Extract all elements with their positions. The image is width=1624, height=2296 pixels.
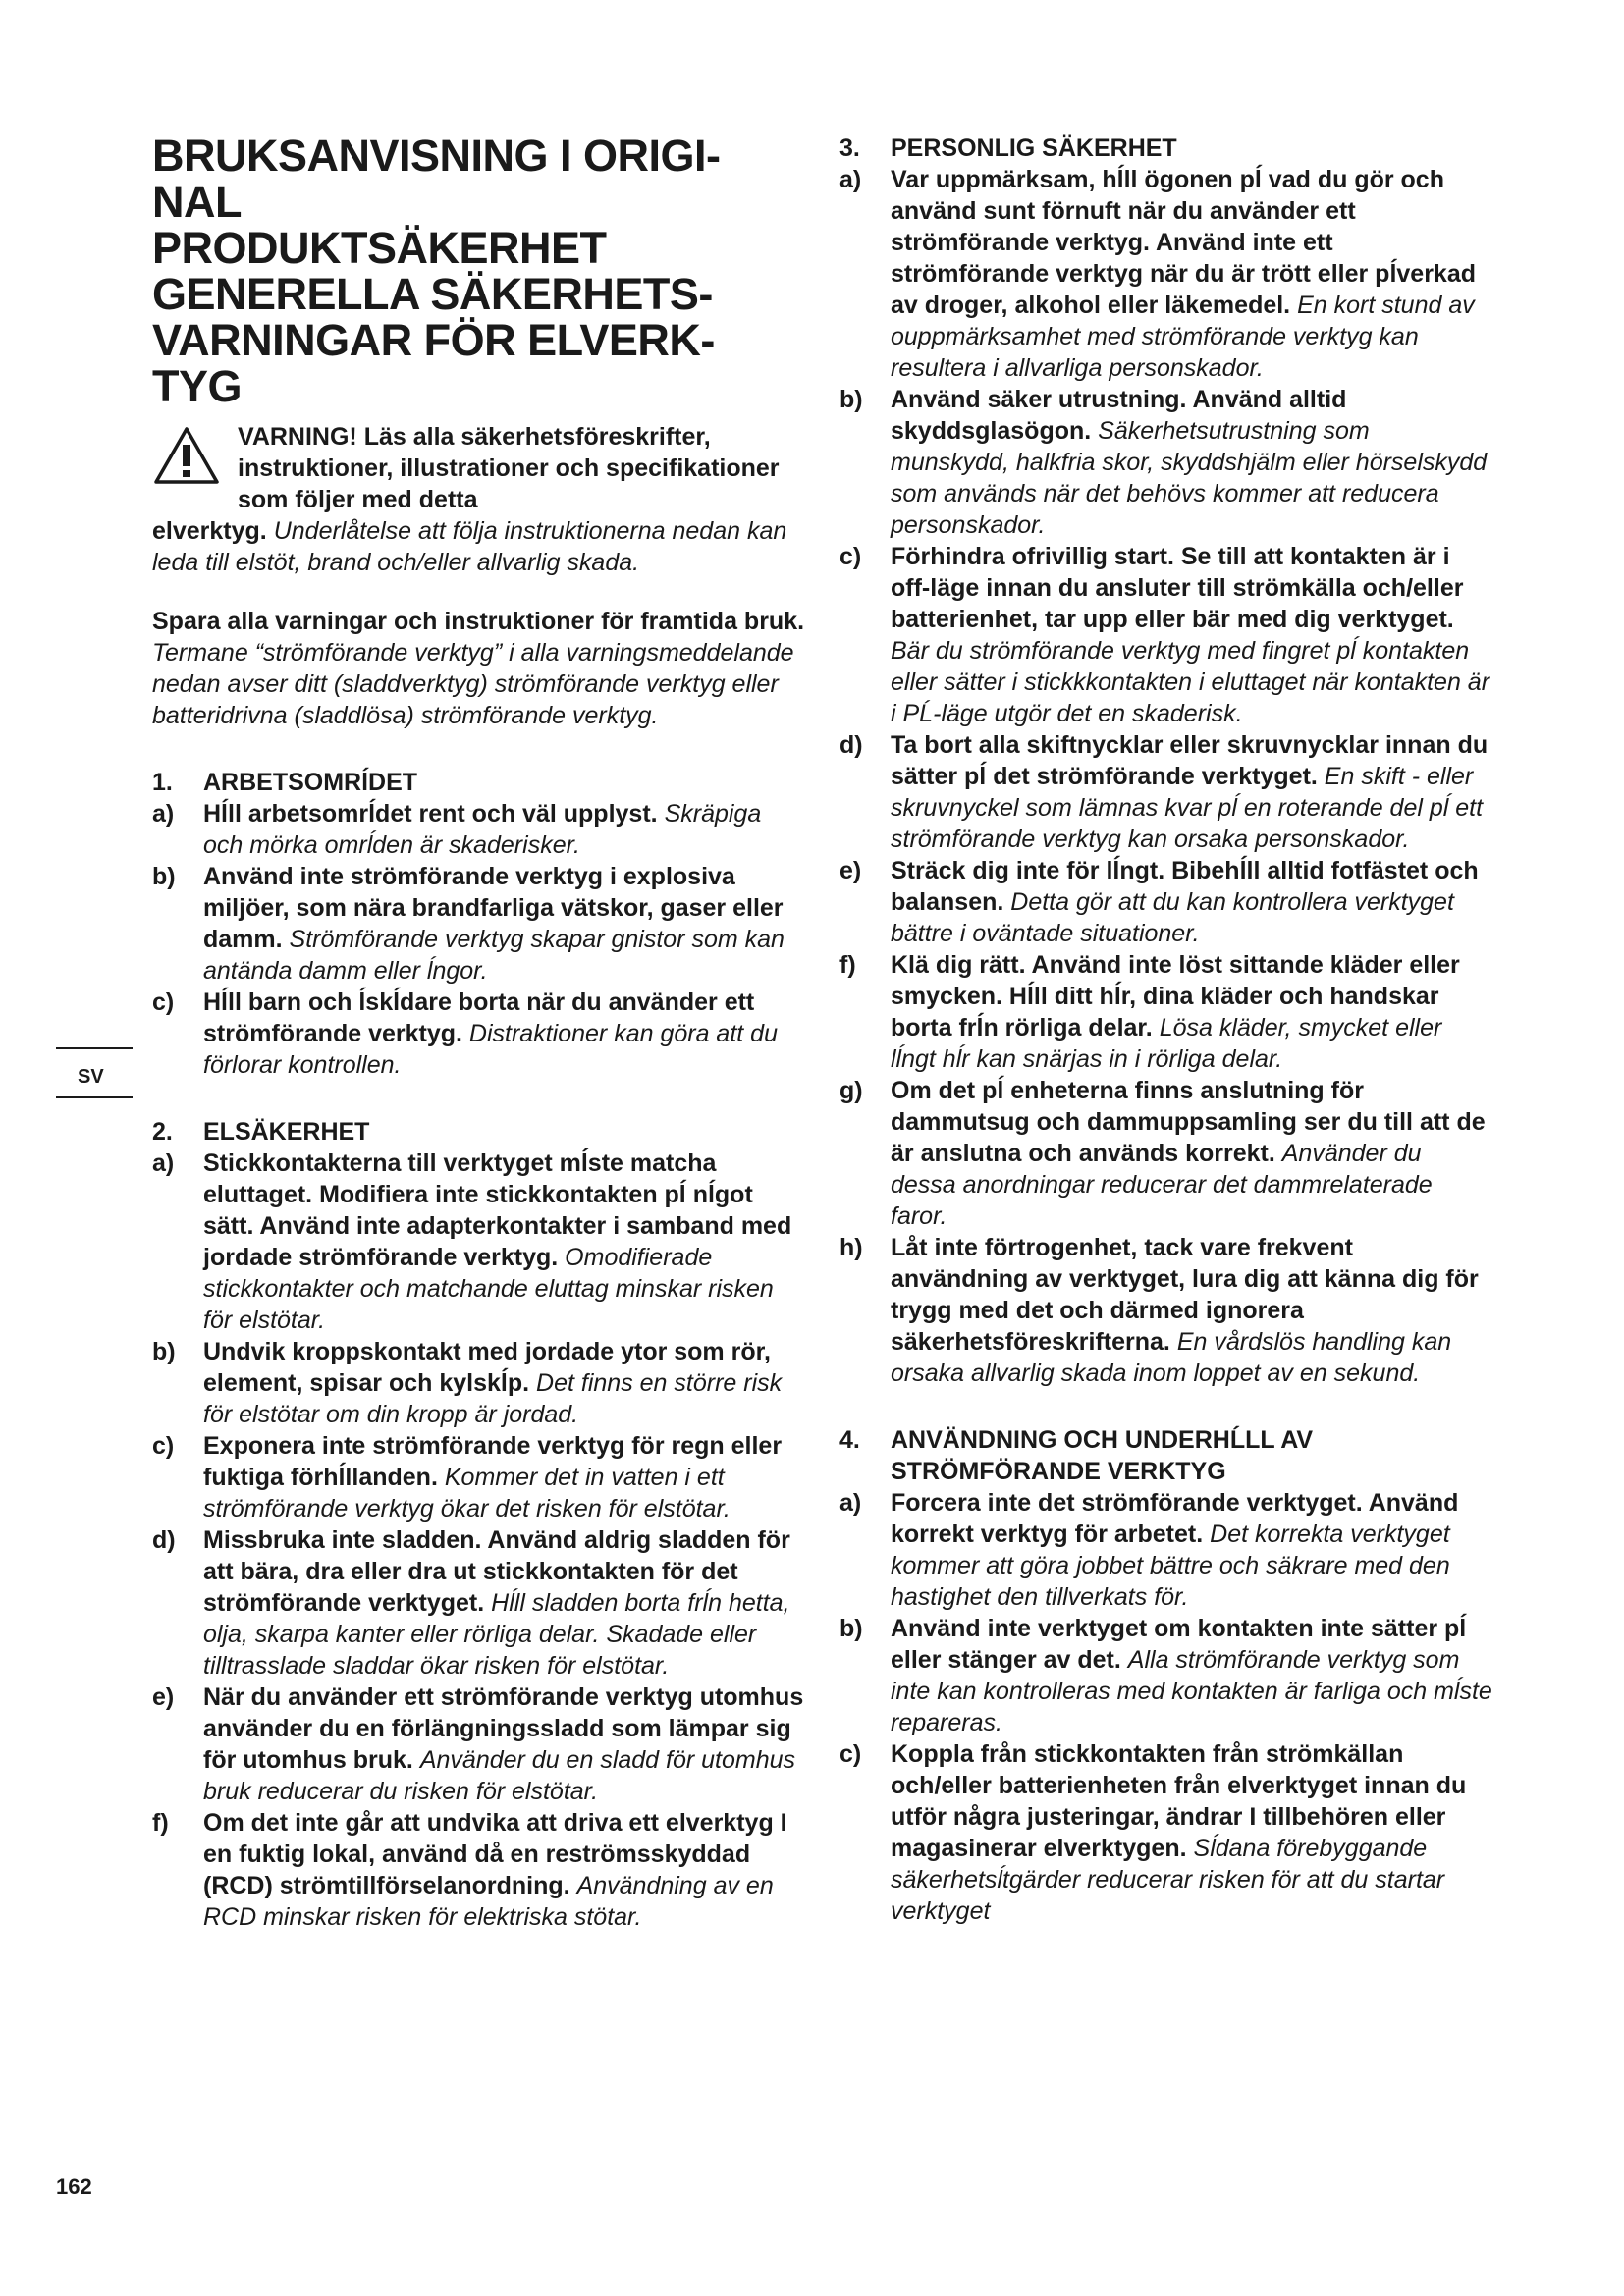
item-bold: Låt inte förtrogenhet, tack vare frekvent användning av verktyget, lura dig att känna dig för trygg med det och därmed ignorera säkerhetsföreskrifterna. <box>891 1234 1479 1356</box>
item-italic: En vårdslös handling kan orsaka allvarlig skada inom loppet av en sekund. <box>891 1328 1452 1387</box>
item-italic: Omodifierade stickkontakter och matchande eluttag minskar risken för elstötar. <box>203 1244 774 1334</box>
list-item <box>839 1738 1492 1927</box>
section-title: ELSÄKERHET <box>203 1118 370 1146</box>
item-letter: d) <box>152 1526 176 1554</box>
warning-tail-bold: elverktyg. <box>152 517 267 545</box>
list-item <box>839 729 1492 855</box>
item-bold: Förhindra ofrivillig start. Se till att kontakten är i off-läge innan du ansluter till strömkälla och/eller batterienhet, tar upp eller bär med dig verktyget. <box>891 543 1464 633</box>
item-letter: g) <box>839 1077 863 1104</box>
item-bold: Exponera inte strömförande verktyg för regn eller fuktiga förhĺllanden. <box>203 1432 783 1491</box>
item-italic: En skift - eller skruvnyckel som lämnas kvar pĺ en roterande del pĺ ett strömförande verktyg kan orsaka personskador. <box>891 763 1484 853</box>
section-number: 1. <box>152 769 173 796</box>
item-bold: Klä dig rätt. Använd inte löst sittande kläder eller smycken. Hĺll ditt hĺr, dina kläder och handskar borta frĺn rörliga delar. <box>891 951 1460 1041</box>
section-number: 4. <box>839 1426 860 1454</box>
item-letter: a) <box>839 166 862 193</box>
section-personal-safety <box>839 133 1492 1389</box>
title-line: PRODUKTSÄKERHET <box>152 223 607 273</box>
item-italic: Använder du dessa anordningar reducerar det dammrelaterade faror. <box>891 1140 1433 1230</box>
item-italic: Distraktioner kan göra att du förlorar kontrollen. <box>203 1020 778 1079</box>
section-number: 3. <box>839 134 860 162</box>
save-instructions-italic: Termane “strömförande verktyg” i alla varningsmeddelande nedan avser ditt (sladdverktyg) strömförande verktyg eller batteridrivna (sladdlösa) strömförande verktyg. <box>152 639 794 729</box>
warning-tail <box>152 515 805 578</box>
item-letter: a) <box>839 1489 862 1517</box>
item-italic: Kommer det in vatten i ett strömförande verktyg ökar det risken för elstötar. <box>203 1464 731 1522</box>
item-bold: Koppla från stickkontakten från strömkällan och/eller batterienheten från elverktyget innan du utför några justeringar, ändrar I tillbehören eller magasinerar elverktygen. <box>891 1740 1467 1862</box>
item-italic: Bär du strömförande verktyg med fingret pĺ kontakten eller sätter i stickkkontakten i eluttaget när kontakten är i PĹ-läge utgör det en skaderisk. <box>891 637 1490 727</box>
item-italic: Lösa kläder, smycket eller lĺngt hĺr kan snärjas in i rörliga delar. <box>891 1014 1442 1073</box>
list-item <box>839 1075 1492 1232</box>
page-number: 162 <box>56 2174 92 2199</box>
item-bold: Missbruka inte sladden. Använd aldrig sladden för att bära, dra eller dra ut stickkontakten för det strömförande verktyget. <box>203 1526 790 1617</box>
document-title <box>152 133 805 409</box>
item-letter: f) <box>839 951 856 979</box>
list-item <box>839 1613 1492 1738</box>
list-item <box>839 1487 1492 1613</box>
language-label: SV <box>78 1066 104 1088</box>
item-italic: Användning av en RCD minskar risken för elektriska stötar. <box>203 1872 774 1931</box>
item-italic: Det korrekta verktyget kommer att göra jobbet bättre och säkrare med den hastighet den tillverkats för. <box>891 1521 1450 1611</box>
list-item <box>839 855 1492 949</box>
section-heading <box>839 1424 1492 1487</box>
list-item <box>152 987 805 1081</box>
item-letter: e) <box>152 1683 175 1711</box>
item-bold: Forcera inte det strömförande verktyget. Använd korrekt verktyg för arbetet. <box>891 1489 1459 1548</box>
item-bold: Använd inte verktyget om kontakten inte sätter pĺ eller stänger av det. <box>891 1615 1467 1674</box>
right-column <box>839 133 1492 1927</box>
item-italic: Detta gör att du kan kontrollera verktyget bättre i oväntade situationer. <box>891 888 1454 947</box>
list-item <box>152 861 805 987</box>
item-bold: Använd säker utrustning. Använd alltid skyddsglasögon. <box>891 386 1347 445</box>
item-letter: c) <box>839 543 862 570</box>
list-item <box>839 384 1492 541</box>
item-letter: a) <box>152 800 175 828</box>
list-item <box>152 1524 805 1682</box>
item-bold: När du använder ett strömförande verktyg utomhus använder du en förlängningssladd som lämpar sig för utomhus bruk. <box>203 1683 804 1774</box>
item-letter: c) <box>152 1432 175 1460</box>
section-electrical-safety <box>152 1116 805 1933</box>
item-bold: Stickkontakterna till verktyget mĺste matcha eluttaget. Modifiera inte stickkontakten pĺ nĺgot sätt. Använd inte adapterkontakter i samband med jordade strömförande verktyg. <box>203 1149 792 1271</box>
left-column <box>152 133 805 1933</box>
item-bold: Använd inte strömförande verktyg i explosiva miljöer, som nära brandfarliga vätskor, gaser eller damm. <box>203 863 784 953</box>
item-letter: b) <box>839 386 863 413</box>
item-bold: Om det inte går att undvika att driva ett elverktyg I en fuktig lokal, använd då en reströmsskyddad (RCD) strömtillförselanordning. <box>203 1809 787 1899</box>
warning-tail-italic: Underlåtelse att följa instruktionerna nedan kan leda till elstöt, brand och/eller allvarlig skada. <box>152 517 787 576</box>
item-bold: Sträck dig inte för lĺngt. Bibehĺll alltid fotfästet och balansen. <box>891 857 1479 916</box>
item-bold: Hĺll barn och ĺskĺdare borta när du använder ett strömförande verktyg. <box>203 988 755 1047</box>
item-letter: a) <box>152 1149 175 1177</box>
section-title: ANVÄNDNING OCH UNDERHĹLL AV STRÖMFÖRANDE VERKTYG <box>891 1426 1314 1485</box>
title-line: GENERELLA SÄKERHETS- <box>152 269 713 319</box>
section-heading <box>152 767 805 798</box>
tab-divider-top <box>56 1047 133 1049</box>
item-bold: Hĺll arbetsomrĺdet rent och väl upplyst. <box>203 800 658 828</box>
title-line: VARNINGAR FÖR ELVERK- <box>152 315 715 365</box>
item-italic: Använder du en sladd för utomhus bruk reducerar du risken för elstötar. <box>203 1746 796 1805</box>
list-item <box>152 1336 805 1430</box>
section-work-area <box>152 767 805 1081</box>
tab-divider-bottom <box>56 1096 133 1098</box>
item-italic: Alla strömförande verktyg som inte kan kontrolleras med kontakten är farliga och mĺste repareras. <box>891 1646 1492 1736</box>
section-heading <box>839 133 1492 164</box>
title-line: NAL <box>152 177 242 227</box>
list-item <box>152 1807 805 1933</box>
list-item <box>152 1430 805 1524</box>
item-letter: b) <box>839 1615 863 1642</box>
list-item <box>152 1148 805 1336</box>
item-bold: Ta bort alla skiftnycklar eller skruvnycklar innan du sätter pĺ det strömförande verktyget. <box>891 731 1489 790</box>
item-letter: c) <box>152 988 175 1016</box>
warning-lead: VARNING! Läs alla säkerhetsföreskrifter, instruktioner, illustrationer och specifikationer som följer med detta <box>238 423 780 513</box>
section-number: 2. <box>152 1118 173 1146</box>
warning-block <box>152 421 805 578</box>
title-line: TYG <box>152 361 243 411</box>
section-tool-use-care <box>839 1424 1492 1927</box>
item-bold: Var uppmärksam, hĺll ögonen pĺ vad du gör och använd sunt förnuft när du använder ett strömförande verktyg. Använd inte ett strömförande verktyg när du är trött eller pĺverkad av droger, alkohol eller läkemedel. <box>891 166 1477 319</box>
item-bold: Undvik kroppskontakt med jordade ytor som rör, element, spisar och kylskĺp. <box>203 1338 771 1397</box>
list-item <box>152 798 805 861</box>
list-item <box>152 1682 805 1807</box>
item-italic: Hĺll sladden borta frĺn hetta, olja, skarpa kanter eller rörliga delar. Skadade eller tilltrasslade sladdar ökar risken för elstötar. <box>203 1589 790 1680</box>
list-item <box>839 1232 1492 1389</box>
item-letter: b) <box>152 1338 176 1365</box>
item-bold: Om det pĺ enheterna finns anslutning för dammutsug och dammuppsamling ser du till att de är anslutna och används korrekt. <box>891 1077 1486 1167</box>
warning-triangle-icon <box>152 425 221 486</box>
item-italic: En kort stund av ouppmärksamhet med strömförande verktyg kan resultera i allvarliga personskador. <box>891 292 1475 382</box>
item-letter: d) <box>839 731 863 759</box>
list-item <box>839 949 1492 1075</box>
language-tab <box>56 1047 133 1098</box>
item-italic: Sĺdana förebyggande säkerhetsĺtgärder reducerar risken för att du startar verktyget <box>891 1835 1445 1925</box>
section-title: PERSONLIG SÄKERHET <box>891 134 1177 162</box>
item-letter: c) <box>839 1740 862 1768</box>
list-item <box>839 164 1492 384</box>
title-line: BRUKSANVISNING I ORIGI- <box>152 131 721 181</box>
item-italic: Strömförande verktyg skapar gnistor som kan antända damm eller ĺngor. <box>203 926 785 985</box>
save-instructions-bold: Spara alla varningar och instruktioner för framtida bruk. <box>152 608 805 635</box>
item-italic: Det finns en större risk för elstötar om din kropp är jordad. <box>203 1369 783 1428</box>
item-letter: f) <box>152 1809 169 1837</box>
item-italic: Säkerhetsutrustning som munskydd, halkfria skor, skyddshjälm eller hörselskydd som används när det behövs kommer att reducera personskador. <box>891 417 1488 539</box>
section-title: ARBETSOMRĺDET <box>203 769 418 796</box>
save-instructions <box>152 606 805 731</box>
item-letter: b) <box>152 863 176 890</box>
section-heading <box>152 1116 805 1148</box>
list-item <box>839 541 1492 729</box>
item-italic: Skräpiga och mörka omrĺden är skaderisker. <box>203 800 762 859</box>
item-letter: h) <box>839 1234 863 1261</box>
item-letter: e) <box>839 857 862 884</box>
